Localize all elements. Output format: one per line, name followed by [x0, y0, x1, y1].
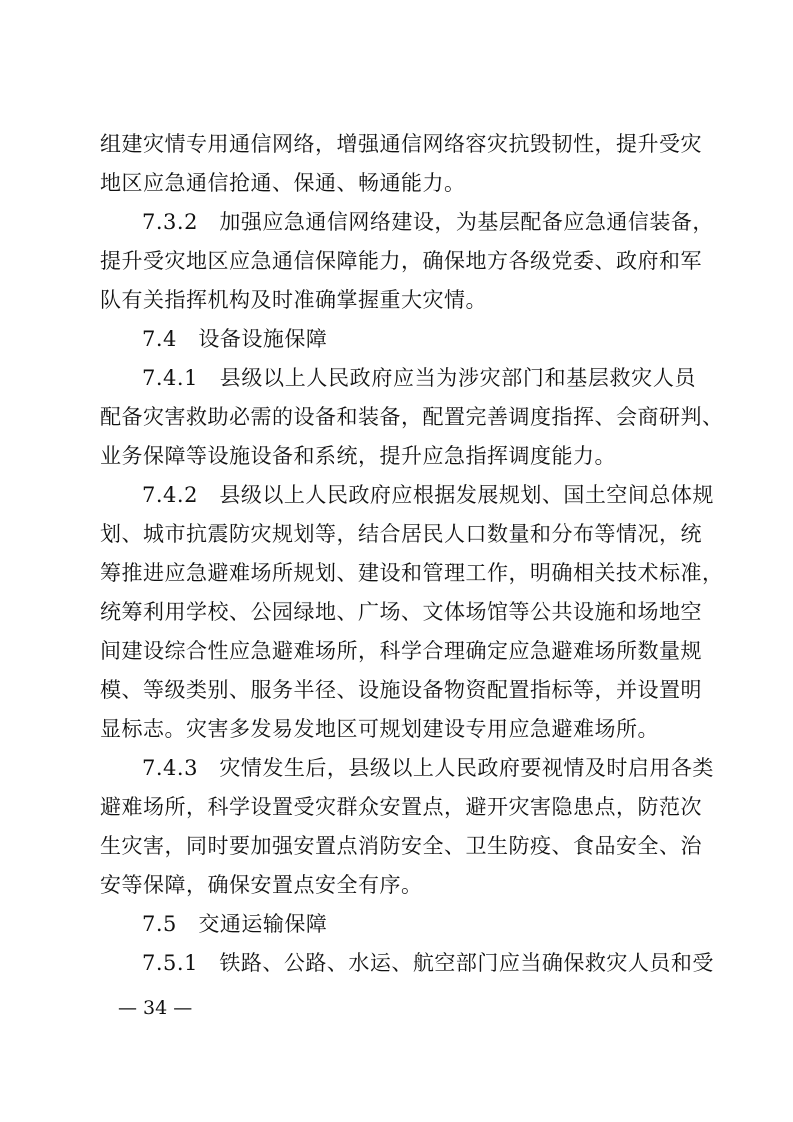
- section-heading-7-4: 7.4 设备设施保障: [142, 327, 328, 351]
- body-text-line: 安等保障，确保安置点安全有序。: [100, 873, 423, 897]
- body-text-line: 配备灾害救助必需的设备和装备，配置完善调度指挥、会商研判、: [100, 405, 724, 429]
- body-text-line: 筹推进应急避难场所规划、建设和管理工作，明确相关技术标准，: [100, 561, 724, 585]
- body-text-line: 队有关指挥机构及时准确掌握重大灾情。: [100, 288, 487, 312]
- body-text-line: 业务保障等设施设备和系统，提升应急指挥调度能力。: [100, 444, 616, 468]
- body-text-line: 模、等级类别、服务半径、设施设备物资配置指标等，并设置明: [100, 678, 702, 702]
- body-text-line: 地区应急通信抢通、保通、畅通能力。: [100, 171, 466, 195]
- clause-7-3-2: 7.3.2 加强应急通信网络建设，为基层配备应急通信装备，: [142, 210, 714, 234]
- section-heading-7-5: 7.5 交通运输保障: [142, 912, 328, 936]
- body-text-line: 划、城市抗震防灾规划等，结合居民人口数量和分布等情况，统: [100, 522, 702, 546]
- body-text-line: 间建设综合性应急避难场所，科学合理确定应急避难场所数量规: [100, 639, 702, 663]
- body-text-line: 组建灾情专用通信网络，增强通信网络容灾抗毁韧性，提升受灾: [100, 132, 702, 156]
- clause-7-4-1: 7.4.1 县级以上人民政府应当为涉灾部门和基层救灾人员: [142, 366, 696, 390]
- body-text-line: 显标志。灾害多发易发地区可规划建设专用应急避难场所。: [100, 717, 659, 741]
- body-text-line: 避难场所，科学设置受灾群众安置点，避开灾害隐患点，防范次: [100, 795, 702, 819]
- clause-7-5-1: 7.5.1 铁路、公路、水运、航空部门应当确保救灾人员和受: [142, 951, 714, 975]
- page-number: — 34 —: [118, 997, 193, 1019]
- body-text-line: 生灾害，同时要加强安置点消防安全、卫生防疫、食品安全、治: [100, 834, 702, 858]
- body-text-line: 提升受灾地区应急通信保障能力，确保地方各级党委、政府和军: [100, 249, 702, 273]
- clause-7-4-2: 7.4.2 县级以上人民政府应根据发展规划、国土空间总体规: [142, 483, 714, 507]
- clause-7-4-3: 7.4.3 灾情发生后，县级以上人民政府要视情及时启用各类: [142, 756, 714, 780]
- body-text-line: 统筹利用学校、公园绿地、广场、文体场馆等公共设施和场地空: [100, 600, 702, 624]
